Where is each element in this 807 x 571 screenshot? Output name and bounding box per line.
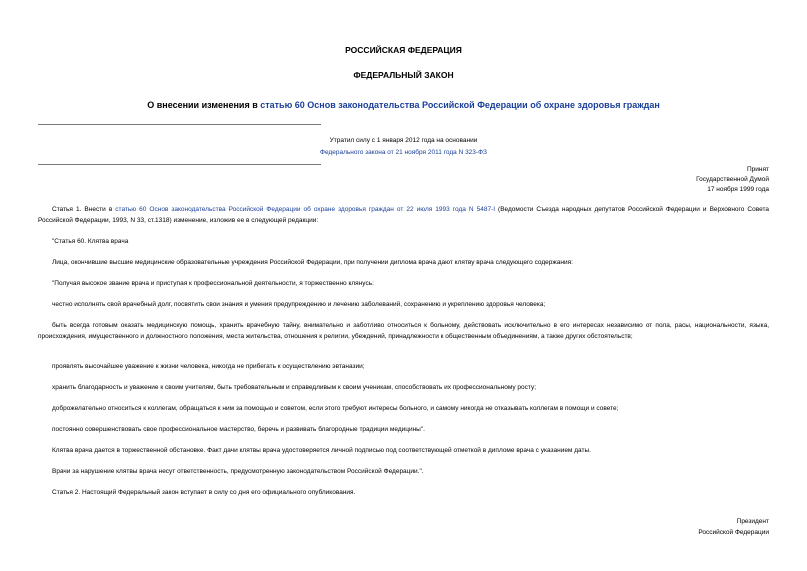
- paragraph-responsibility: Врачи за нарушение клятвы врача несут ответственность, предусмотренную законодательством Российской Федерации.".: [52, 468, 424, 475]
- paragraph-respect-life: проявлять высочайшее уважение к жизни человека, никогда не прибегать к осуществлению эвтаназии;: [52, 363, 365, 370]
- law-title-prefix: О внесении изменения в: [147, 100, 261, 110]
- article-1-prefix: Статья 1. Внести в: [52, 206, 116, 213]
- adopted-by: Государственной Думой: [696, 176, 769, 183]
- article-1-paragraph: [38, 205, 769, 226]
- lost-force-note: Утратил силу с 1 января 2012 года на основании: [329, 137, 478, 144]
- signatory-title: Президент: [736, 518, 769, 525]
- law-type-heading: ФЕДЕРАЛЬНЫЙ ЗАКОН: [353, 70, 454, 80]
- paragraph-be-ready: быть всегда готовым оказать медицинскую помощь, хранить врачебную тайну, внимательно и заботливо относиться к больному, действовать исключительно в его интересах независимо от пола, расы, национальности, языка, происхождения, имущественного и должностного положения, места жительства, отношения к религии, убеждений, принадлежности к общественным объединениям, а также других обстоятельств;: [38, 322, 769, 340]
- paragraph-fulfill-duty: честно исполнять свой врачебный долг, посвятить свои знания и умения предупреждению и лечению заболеваний, сохранению и укреплению здоровья человека;: [52, 301, 546, 308]
- paragraph-gratitude: хранить благодарность и уважение к своим учителям, быть требовательным и справедливым к своим ученикам, способствовать их профессиональному росту;: [52, 384, 537, 391]
- paragraph-persons: Лица, окончившие высшие медицинские образовательные учреждения Российской Федерации, при получении диплома врача дают клятву врача следующего содержания:: [52, 259, 573, 266]
- law-title-link[interactable]: статью 60 Основ законодательства Российской Федерации об охране здоровья граждан: [260, 100, 660, 110]
- bottom-rule: [38, 164, 321, 165]
- signatory-country: Российской Федерации: [698, 529, 769, 536]
- article-1-suffix: (Ведомости Съезда народных депутатов Российской Федерации и Верховного Совета Российской Федерации, 1993, N 33, ст.1318) изменение, изложив ее в следующей редакции:: [38, 206, 769, 224]
- adopted-date: 17 ноября 1999 года: [707, 186, 769, 193]
- adopted-label: Принят: [746, 166, 769, 173]
- article-60-heading: "Статья 60. Клятва врача: [52, 238, 129, 245]
- paragraph-oath: "Получая высокое звание врача и приступая к профессиональной деятельности, я торжественно клянусь:: [52, 280, 374, 287]
- top-rule: [38, 124, 321, 125]
- law-title: [0, 100, 807, 110]
- paragraph-oath-ceremony: Клятва врача дается в торжественной обстановке. Факт дачи клятвы врача удостоверяется личной подписью под соответствующей отметкой в дипломе врача с указанием даты.: [52, 447, 591, 454]
- article-2-paragraph: Статья 2. Настоящий Федеральный закон вступает в силу со дня его официального опубликования.: [52, 489, 356, 496]
- paragraph-colleagues: доброжелательно относиться к коллегам, обращаться к ним за помощью и советом, если этого требуют интересы больного, и самому никогда не отказывать коллегам в помощи и совете;: [52, 405, 619, 412]
- country-heading: РОССИЙСКАЯ ФЕДЕРАЦИЯ: [345, 45, 462, 55]
- basis-law-link[interactable]: Федерального закона от 21 ноября 2011 года N 323-ФЗ: [320, 149, 487, 156]
- article-60-link[interactable]: статью 60 Основ законодательства Российской Федерации об охране здоровья граждан от 22 июля 1993 года N 5487-I: [115, 206, 496, 213]
- paragraph-improve-skills: постоянно совершенствовать свое профессиональное мастерство, беречь и развивать благородные традиции медицины".: [52, 426, 425, 433]
